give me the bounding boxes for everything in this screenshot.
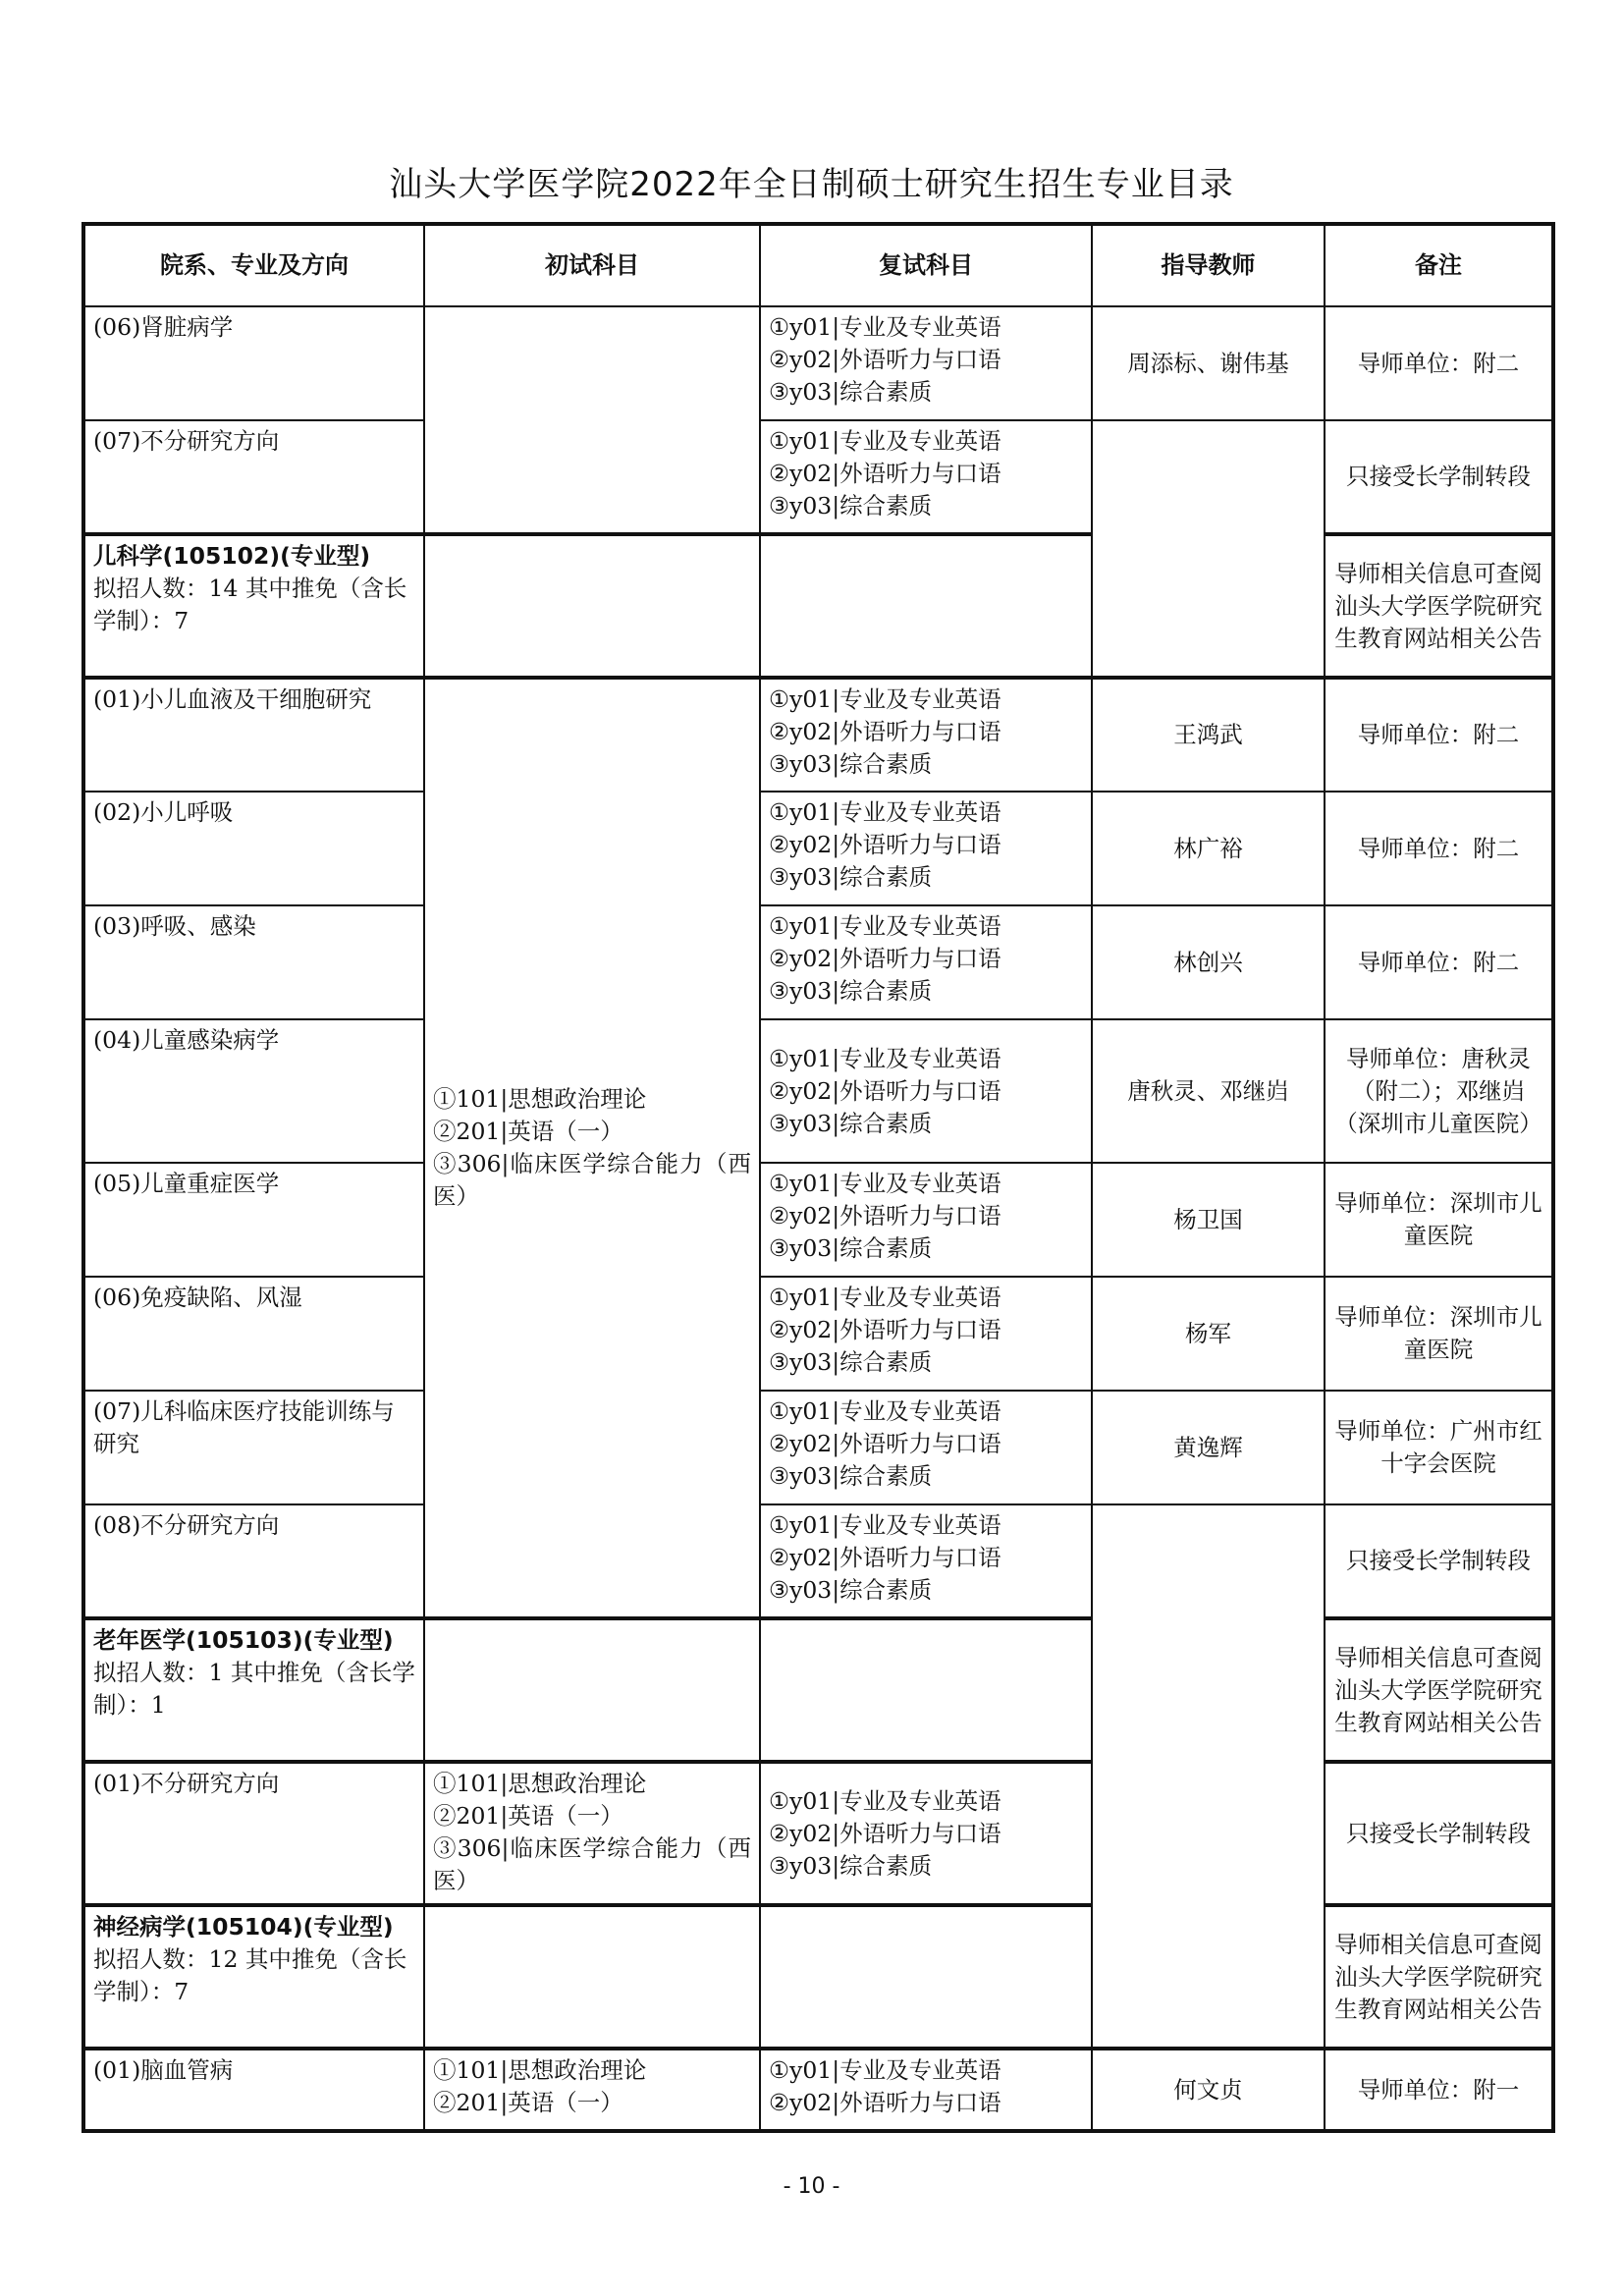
direction-cell: (05)儿童重症医学 [83,1163,424,1277]
retest-cell [760,420,1092,534]
table-row [83,1163,1553,1277]
program-detail: 拟招人数：12 其中推免（含长学制）：7 [93,1945,407,2005]
table-row [83,1019,1553,1163]
retest-cell [760,1019,1092,1163]
header-program: 院系、专业及方向 [83,224,424,306]
subject-line: ②y02|外语听力与口语 [769,346,1001,373]
subject-line: ③y03|综合素质 [769,1576,933,1604]
note-cell: 只接受长学制转段 [1325,420,1553,534]
note-cell: 导师单位：唐秋灵（附二）；邓继岿（深圳市儿童医院） [1325,1019,1553,1163]
table-row [83,534,1553,678]
note-cell: 导师单位：附二 [1325,792,1553,905]
page-title: 汕头大学医学院2022年全日制硕士研究生招生专业目录 [389,165,1234,204]
subject-line: ①y01|专业及专业英语 [769,685,1001,713]
subject-line: ③y03|综合素质 [769,1109,933,1137]
subject-line: ③306|临床医学综合能力（西医） [433,1834,751,1894]
direction-cell: (03)呼吸、感染 [83,905,424,1019]
header-retest: 复试科目 [760,224,1092,306]
advisor-cell: 黄逸辉 [1092,1391,1325,1504]
note-cell: 导师相关信息可查阅汕头大学医学院研究生教育网站相关公告 [1325,1905,1553,2049]
program-detail: 拟招人数：1 其中推免（含长学制）：1 [93,1659,415,1719]
subject-line: ①y01|专业及专业英语 [769,1170,1001,1197]
table-row [83,2049,1553,2131]
direction-cell: (06)免疫缺陷、风湿 [83,1277,424,1391]
subject-line: ①y01|专业及专业英语 [769,1511,1001,1539]
direction-cell: (01)不分研究方向 [83,1762,424,1905]
program-cell [83,1618,424,1762]
header-notes: 备注 [1325,224,1553,306]
subject-line: ②y02|外语听力与口语 [769,1316,1001,1343]
subject-line: ①y01|专业及专业英语 [769,2056,1001,2084]
catalog-table [81,222,1555,2133]
initial-exam-cell [424,306,760,534]
note-cell: 导师单位：深圳市儿童医院 [1325,1277,1553,1391]
initial-exam-cell [424,534,760,678]
subject-line: ①y01|专业及专业英语 [769,427,1001,455]
subject-line: ③306|临床医学综合能力（西医） [433,1150,751,1210]
note-cell: 导师单位：附二 [1325,678,1553,792]
direction-cell: (01)脑血管病 [83,2049,424,2131]
table-row [83,1504,1553,1618]
note-cell: 导师单位：附二 [1325,905,1553,1019]
direction-cell: (01)小儿血液及干细胞研究 [83,678,424,792]
subject-line: ③y03|综合素质 [769,750,933,778]
subject-line: ②201|英语（一） [433,2089,623,2116]
advisor-cell: 杨军 [1092,1277,1325,1391]
page-number: - 10 - [783,2174,840,2199]
direction-cell: (08)不分研究方向 [83,1504,424,1618]
program-detail: 拟招人数：14 其中推免（含长学制）：7 [93,574,407,634]
subject-line: ①y01|专业及专业英语 [769,798,1001,826]
initial-exam-cell [424,2049,760,2131]
subject-line: ①y01|专业及专业英语 [769,912,1001,940]
program-cell [83,534,424,678]
subject-line: ②y02|外语听力与口语 [769,831,1001,858]
initial-exam-cell [424,1762,760,1905]
table-row [83,1618,1553,1762]
table-row [83,420,1553,534]
direction-cell: (06)肾脏病学 [83,306,424,420]
subject-line: ②y02|外语听力与口语 [769,1819,1001,1847]
retest-cell [760,1504,1092,1618]
retest-cell [760,534,1092,678]
subject-line: ②201|英语（一） [433,1118,623,1145]
program-name: 老年医学(105103)(专业型) [93,1626,394,1654]
note-cell: 导师相关信息可查阅汕头大学医学院研究生教育网站相关公告 [1325,534,1553,678]
retest-cell [760,678,1092,792]
direction-cell: (04)儿童感染病学 [83,1019,424,1163]
subject-line: ①y01|专业及专业英语 [769,1284,1001,1311]
retest-cell [760,306,1092,420]
subject-line: ①y01|专业及专业英语 [769,1397,1001,1425]
subject-line: ③y03|综合素质 [769,492,933,519]
direction-cell: (02)小儿呼吸 [83,792,424,905]
header-row [83,224,1553,306]
advisor-cell: 林广裕 [1092,792,1325,905]
retest-cell [760,1762,1092,1905]
subject-line: ②y02|外语听力与口语 [769,1076,1001,1105]
advisor-cell: 杨卫国 [1092,1163,1325,1277]
table-row [83,1762,1553,1905]
subject-line: ③y03|综合素质 [769,1851,933,1880]
note-cell: 导师单位：深圳市儿童医院 [1325,1163,1553,1277]
subject-line: ①101|思想政治理论 [433,1770,647,1797]
subject-line: ①101|思想政治理论 [433,1085,647,1113]
retest-cell [760,1391,1092,1504]
retest-cell [760,905,1092,1019]
advisor-cell: 唐秋灵、邓继岿 [1092,1019,1325,1163]
table-row [83,1905,1553,2049]
header-initial-exam: 初试科目 [424,224,760,306]
header-advisor: 指导教师 [1092,224,1325,306]
direction-cell: (07)儿科临床医疗技能训练与研究 [83,1391,424,1504]
subject-line: ②201|英语（一） [433,1802,623,1830]
subject-line: ③y03|综合素质 [769,378,933,406]
subject-line: ③y03|综合素质 [769,977,933,1005]
subject-line: ③y03|综合素质 [769,1348,933,1376]
advisor-cell: 何文贞 [1092,2049,1325,2131]
advisor-cell [1092,420,1325,678]
initial-exam-cell [424,1618,760,1762]
table-row [83,1277,1553,1391]
subject-line: ②y02|外语听力与口语 [769,2089,1001,2116]
subject-line: ②y02|外语听力与口语 [769,1202,1001,1230]
advisor-cell: 周添标、谢伟基 [1092,306,1325,420]
advisor-cell: 王鸿武 [1092,678,1325,792]
note-cell: 只接受长学制转段 [1325,1762,1553,1905]
advisor-cell [1092,1504,1325,2049]
subject-line: ①y01|专业及专业英语 [769,313,1001,341]
retest-cell [760,1277,1092,1391]
subject-line: ③y03|综合素质 [769,1234,933,1262]
subject-line: ②y02|外语听力与口语 [769,460,1001,487]
retest-cell [760,1163,1092,1277]
program-name: 神经病学(105104)(专业型) [93,1913,394,1941]
program-name: 儿科学(105102)(专业型) [93,542,371,570]
subject-line: ②y02|外语听力与口语 [769,1544,1001,1571]
subject-line: ②y02|外语听力与口语 [769,718,1001,745]
advisor-cell: 林创兴 [1092,905,1325,1019]
initial-exam-cell [424,678,760,1618]
table-row [83,1391,1553,1504]
retest-cell [760,1618,1092,1762]
subject-line: ①101|思想政治理论 [433,2056,647,2084]
subject-line: ②y02|外语听力与口语 [769,945,1001,972]
note-cell: 导师单位：附二 [1325,306,1553,420]
table-row [83,306,1553,420]
table-row [83,792,1553,905]
retest-cell [760,2049,1092,2131]
subject-line: ①y01|专业及专业英语 [769,1044,1001,1072]
note-cell: 导师单位：附一 [1325,2049,1553,2131]
note-cell: 导师单位：广州市红十字会医院 [1325,1391,1553,1504]
table-row [83,678,1553,792]
subject-line: ①y01|专业及专业英语 [769,1786,1001,1815]
subject-line: ②y02|外语听力与口语 [769,1430,1001,1457]
retest-cell [760,792,1092,905]
retest-cell [760,1905,1092,2049]
note-cell: 只接受长学制转段 [1325,1504,1553,1618]
note-cell: 导师相关信息可查阅汕头大学医学院研究生教育网站相关公告 [1325,1618,1553,1762]
subject-line: ③y03|综合素质 [769,1462,933,1490]
subject-line: ③y03|综合素质 [769,863,933,891]
table-row [83,905,1553,1019]
direction-cell: (07)不分研究方向 [83,420,424,534]
program-cell [83,1905,424,2049]
initial-exam-cell [424,1905,760,2049]
